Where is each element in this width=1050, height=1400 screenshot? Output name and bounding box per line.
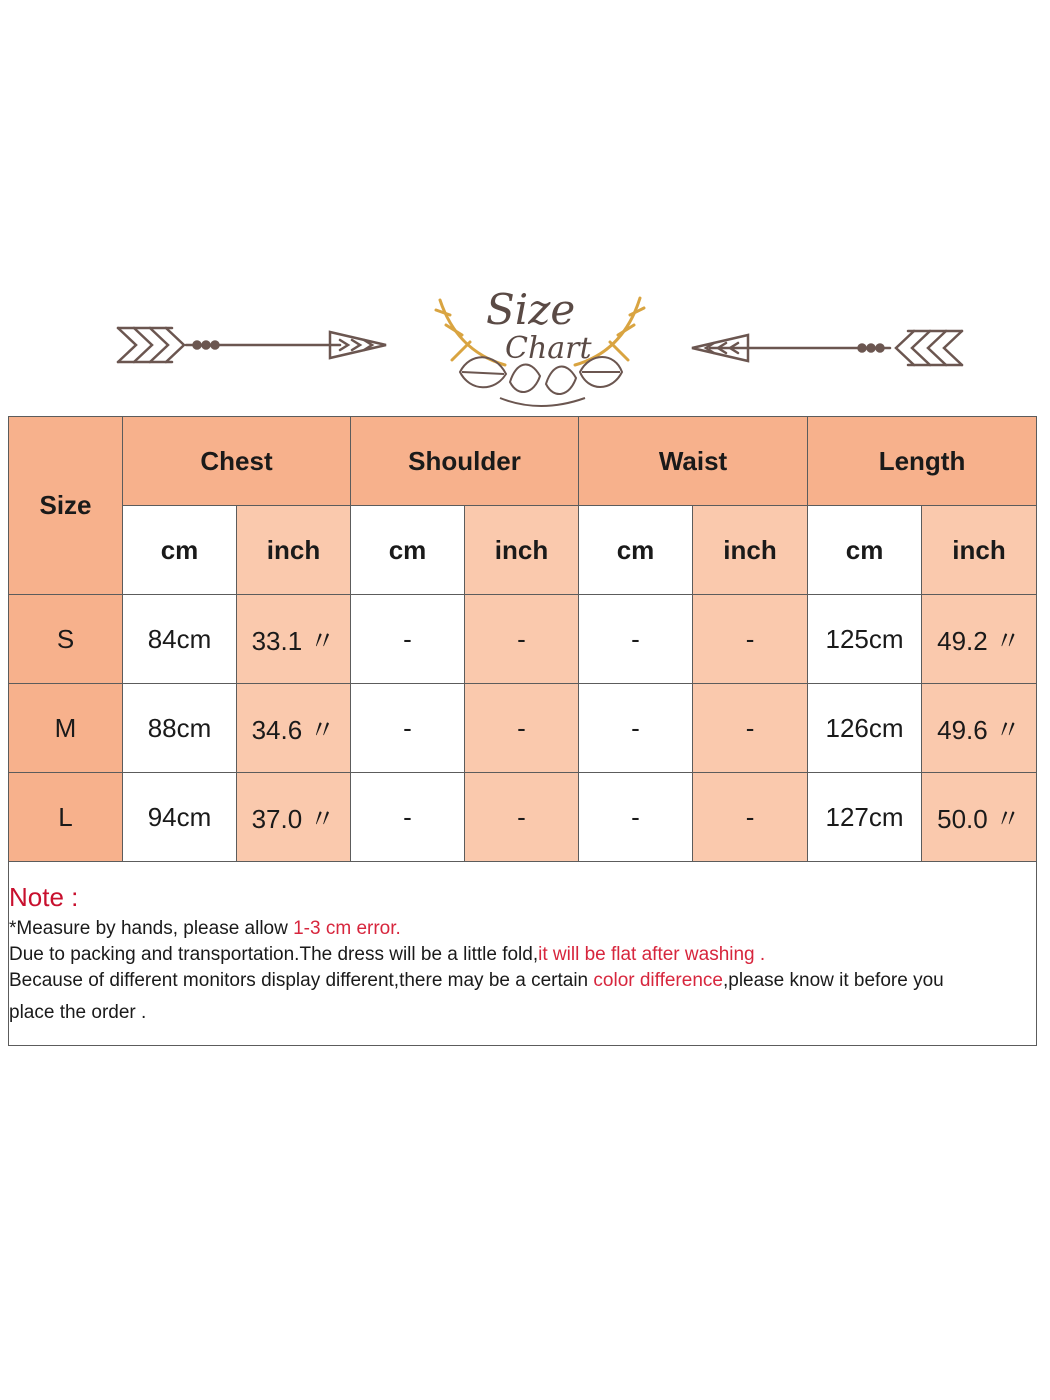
table-row: [9, 595, 1037, 684]
note-text: Because of different monitors display different,there may be a certain: [9, 970, 594, 991]
waist-inch-cell: -: [693, 595, 808, 684]
length-cm-cell: 126cm: [808, 684, 922, 773]
shoulder-inch-cell: -: [465, 684, 579, 773]
waist-cm-cell: -: [579, 684, 693, 773]
logo-word-chart: Chart: [505, 331, 592, 366]
size-column-header: Size: [9, 417, 123, 595]
waist-cm-cell: -: [579, 595, 693, 684]
note-line-order: place the order .: [9, 1002, 147, 1023]
shoulder-header: Shoulder: [351, 417, 579, 506]
waist-header: Waist: [579, 417, 808, 506]
note-line-monitor: [9, 970, 944, 992]
size-table: [8, 416, 1037, 862]
chest-inch-cell: 33.1 〃: [237, 595, 351, 684]
unit-inch-header: inch: [922, 506, 1037, 595]
chest-header: Chest: [123, 417, 351, 506]
size-chart-header: [0, 280, 1050, 416]
length-header: Length: [808, 417, 1037, 506]
table-row: [9, 773, 1037, 862]
right-arrow-icon: [692, 331, 962, 365]
size-chart-logo: [436, 285, 644, 406]
logo-word-size: Size: [486, 285, 576, 334]
note-title: Note :: [9, 882, 79, 912]
unit-cm-header: cm: [123, 506, 237, 595]
note-text: ,please know it before you: [722, 970, 944, 991]
shoulder-inch-cell: -: [465, 773, 579, 862]
chest-inch-cell: 34.6 〃: [237, 684, 351, 773]
note-text: Due to packing and transportation.The dress will be a little fold,: [9, 944, 539, 965]
chest-cm-cell: 94cm: [123, 773, 237, 862]
length-inch-cell: 49.2 〃: [922, 595, 1037, 684]
shoulder-cm-cell: -: [351, 773, 465, 862]
shoulder-inch-cell: -: [465, 595, 579, 684]
unit-cm-header: cm: [579, 506, 693, 595]
size-cell: S: [9, 595, 123, 684]
unit-inch-header: inch: [237, 506, 351, 595]
length-cm-cell: 125cm: [808, 595, 922, 684]
note-line-packing: [9, 944, 765, 966]
note-text: *Measure by hands, please allow: [9, 918, 294, 939]
unit-inch-header: inch: [465, 506, 579, 595]
shoulder-cm-cell: -: [351, 684, 465, 773]
note-highlight: color difference: [593, 970, 723, 991]
note-line-measure: [9, 918, 401, 940]
length-cm-cell: 127cm: [808, 773, 922, 862]
chest-inch-cell: 37.0 〃: [237, 773, 351, 862]
unit-cm-header: cm: [808, 506, 922, 595]
waist-cm-cell: -: [579, 773, 693, 862]
waist-inch-cell: -: [693, 684, 808, 773]
table-row: [9, 684, 1037, 773]
size-cell: L: [9, 773, 123, 862]
unit-inch-header: inch: [693, 506, 808, 595]
chest-cm-cell: 84cm: [123, 595, 237, 684]
shoulder-cm-cell: -: [351, 595, 465, 684]
chest-cm-cell: 88cm: [123, 684, 237, 773]
table-unit-row: [9, 506, 1037, 595]
unit-cm-header: cm: [351, 506, 465, 595]
note-box: [8, 862, 1037, 1046]
waist-inch-cell: -: [693, 773, 808, 862]
note-highlight: it will be flat after washing .: [538, 944, 766, 965]
note-highlight: 1-3 cm error.: [293, 918, 401, 939]
length-inch-cell: 49.6 〃: [922, 684, 1037, 773]
table-header-row: [9, 417, 1037, 506]
size-cell: M: [9, 684, 123, 773]
left-arrow-icon: [118, 328, 386, 362]
length-inch-cell: 50.0 〃: [922, 773, 1037, 862]
